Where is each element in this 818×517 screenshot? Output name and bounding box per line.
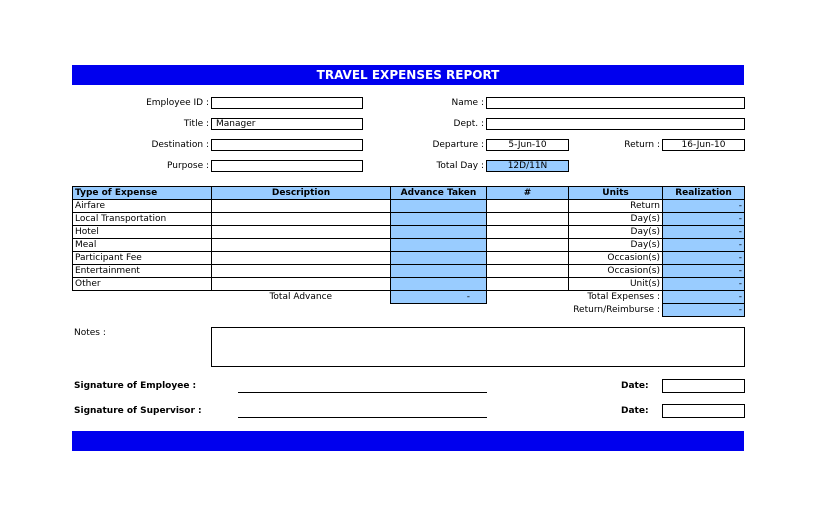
- realization-cell: -: [663, 200, 745, 213]
- realization-cell: -: [663, 278, 745, 291]
- expense-table: [72, 186, 745, 317]
- destination-field[interactable]: [211, 139, 363, 151]
- employee-id-field[interactable]: [211, 97, 363, 109]
- col-header-units: Units: [569, 187, 663, 200]
- col-header-type: Type of Expense: [73, 187, 212, 200]
- return-reimburse-row: [73, 304, 745, 317]
- table-header-row: [73, 187, 745, 200]
- advance-cell[interactable]: [391, 226, 487, 239]
- supervisor-signature-label: Signature of Supervisor :: [74, 406, 202, 416]
- name-label: Name :: [451, 98, 484, 108]
- units-cell: Unit(s): [569, 278, 663, 291]
- name-field[interactable]: [486, 97, 745, 109]
- description-cell[interactable]: [212, 213, 391, 226]
- count-cell[interactable]: [487, 226, 569, 239]
- supervisor-date-label: Date:: [621, 406, 649, 416]
- col-header-advance: Advance Taken: [391, 187, 487, 200]
- report-title: TRAVEL EXPENSES REPORT: [316, 68, 500, 82]
- footer-bar: [72, 431, 744, 451]
- realization-cell: -: [663, 239, 745, 252]
- count-cell[interactable]: [487, 213, 569, 226]
- notes-field[interactable]: [211, 327, 745, 367]
- realization-cell: -: [663, 226, 745, 239]
- return-reimburse-label: Return/Reimburse :: [573, 305, 660, 315]
- return-field[interactable]: 16-Jun-10: [662, 139, 745, 151]
- return-reimburse-value: -: [663, 304, 745, 317]
- destination-label: Destination :: [151, 140, 209, 150]
- total-day-field: 12D/11N: [486, 160, 569, 172]
- col-header-count: #: [487, 187, 569, 200]
- count-cell[interactable]: [487, 239, 569, 252]
- advance-cell[interactable]: [391, 252, 487, 265]
- units-cell: Return: [569, 200, 663, 213]
- table-row: [73, 213, 745, 226]
- table-row: [73, 278, 745, 291]
- count-cell[interactable]: [487, 265, 569, 278]
- col-header-description: Description: [212, 187, 391, 200]
- units-cell: Day(s): [569, 213, 663, 226]
- table-row: [73, 265, 745, 278]
- dept-label: Dept. :: [453, 119, 484, 129]
- return-label: Return :: [624, 140, 660, 150]
- total-advance-row: [73, 291, 745, 304]
- table-row: [73, 200, 745, 213]
- description-cell[interactable]: [212, 239, 391, 252]
- realization-cell: -: [663, 252, 745, 265]
- report-title-bar: [72, 65, 744, 85]
- total-advance-label: Total Advance: [269, 292, 333, 303]
- dept-field[interactable]: [486, 118, 745, 130]
- employee-signature-label: Signature of Employee :: [74, 381, 197, 391]
- expense-type-cell: Local Transportation: [73, 213, 212, 226]
- description-cell[interactable]: [212, 252, 391, 265]
- description-cell[interactable]: [212, 278, 391, 291]
- notes-label: Notes :: [74, 328, 106, 338]
- count-cell[interactable]: [487, 252, 569, 265]
- advance-cell[interactable]: [391, 265, 487, 278]
- expense-type-cell: Participant Fee: [73, 252, 212, 265]
- departure-label: Departure :: [432, 140, 484, 150]
- employee-date-field[interactable]: [662, 379, 745, 393]
- employee-signature-line[interactable]: [238, 392, 487, 393]
- total-expenses-value: -: [663, 291, 745, 304]
- count-cell[interactable]: [487, 278, 569, 291]
- units-cell: Occasion(s): [569, 252, 663, 265]
- employee-id-label: Employee ID :: [146, 98, 209, 108]
- realization-cell: -: [663, 265, 745, 278]
- supervisor-date-field[interactable]: [662, 404, 745, 418]
- title-field[interactable]: Manager: [211, 118, 363, 130]
- description-cell[interactable]: [212, 200, 391, 213]
- table-row: [73, 252, 745, 265]
- expense-type-cell: Meal: [73, 239, 212, 252]
- employee-date-label: Date:: [621, 381, 649, 391]
- units-cell: Day(s): [569, 239, 663, 252]
- advance-cell[interactable]: [391, 239, 487, 252]
- advance-cell[interactable]: [391, 200, 487, 213]
- units-cell: Day(s): [569, 226, 663, 239]
- count-cell[interactable]: [487, 200, 569, 213]
- purpose-field[interactable]: [211, 160, 363, 172]
- expense-type-cell: Airfare: [73, 200, 212, 213]
- advance-cell[interactable]: [391, 213, 487, 226]
- description-cell[interactable]: [212, 226, 391, 239]
- advance-cell[interactable]: [391, 278, 487, 291]
- units-cell: Occasion(s): [569, 265, 663, 278]
- expense-type-cell: Other: [73, 278, 212, 291]
- purpose-label: Purpose :: [166, 161, 209, 171]
- description-cell[interactable]: [212, 265, 391, 278]
- departure-field[interactable]: 5-Jun-10: [486, 139, 569, 151]
- total-expenses-label: Total Expenses :: [587, 292, 660, 303]
- supervisor-signature-line[interactable]: [238, 417, 487, 418]
- total-advance-value: -: [391, 291, 487, 304]
- total-day-label: Total Day :: [436, 161, 484, 171]
- table-row: [73, 226, 745, 239]
- expense-type-cell: Hotel: [73, 226, 212, 239]
- title-label: Title :: [183, 119, 209, 129]
- expense-type-cell: Entertainment: [73, 265, 212, 278]
- col-header-realization: Realization: [663, 187, 745, 200]
- table-row: [73, 239, 745, 252]
- realization-cell: -: [663, 213, 745, 226]
